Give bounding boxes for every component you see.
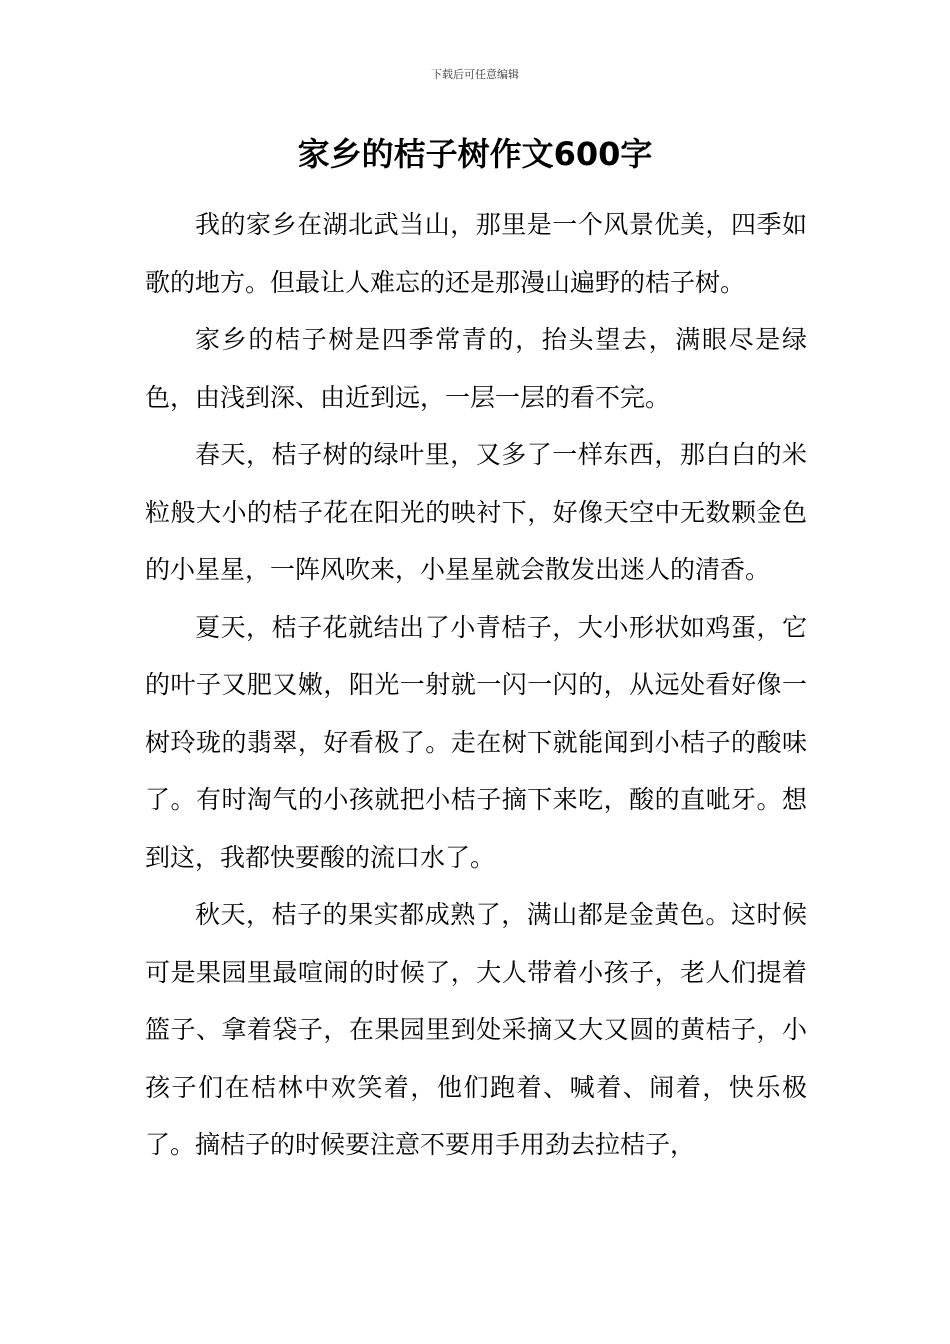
paragraph-1: 我的家乡在湖北武当山，那里是一个风景优美，四季如歌的地方。但最让人难忘的还是那漫山遍野的桔子树。 bbox=[145, 210, 807, 297]
paragraph-4: 夏天，桔子花就结出了小青桔子，大小形状如鸡蛋，它的叶子又肥又嫩，阳光一射就一闪一闪的，从远处看好像一树玲珑的翡翠，好看极了。走在树下就能闻到小桔子的酸味了。有时淘气的小孩就把小桔子摘下来吃，酸的直呲牙。想到这，我都快要酸的流口水了。 bbox=[145, 612, 807, 872]
essay-body bbox=[145, 196, 807, 1174]
header-note: 下载后可任意编辑 bbox=[431, 68, 519, 81]
essay-title: 家乡的桔子树作文600字 bbox=[297, 135, 653, 173]
paragraph-5: 秋天，桔子的果实都成熟了，满山都是金黄色。这时候可是果园里最喧闹的时候了，大人带着小孩子，老人们提着篮子、拿着袋子，在果园里到处采摘又大又圆的黄桔子，小孩子们在桔林中欢笑着，他们跑着、喊着、闹着，快乐极了。摘桔子的时候要注意不要用手用劲去拉桔子， bbox=[145, 900, 807, 1159]
paragraph-3: 春天，桔子树的绿叶里，又多了一样东西，那白白的米粒般大小的桔子花在阳光的映衬下，好像天空中无数颗金色的小星星，一阵风吹来，小星星就会散发出迷人的清香。 bbox=[145, 440, 807, 584]
paragraph-2: 家乡的桔子树是四季常青的，抬头望去，满眼尽是绿色，由浅到深、由近到远，一层一层的看不完。 bbox=[145, 325, 807, 412]
